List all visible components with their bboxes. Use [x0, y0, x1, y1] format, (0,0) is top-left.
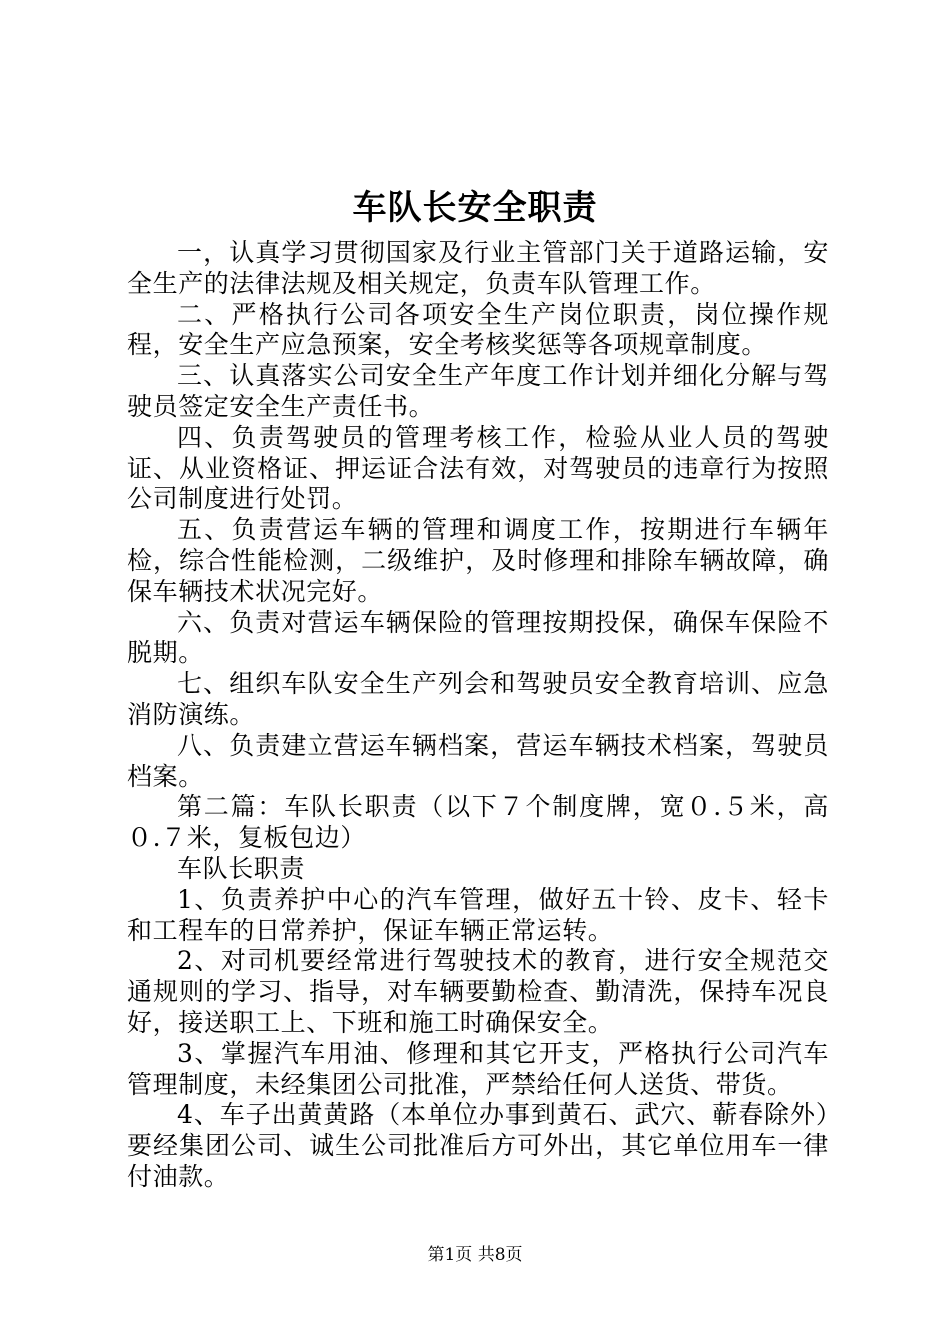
paragraph-item-2: 2、对司机要经常进行驾驶技术的教育，进行安全规范交通规则的学习、指导，对车辆要勤检查、勤清洗，保持车况良好，接送职工上、下班和施工时确保安全。 — [127, 946, 829, 1037]
paragraph-5: 五、负责营运车辆的管理和调度工作，按期进行车辆年检，综合性能检测，二级维护，及时修理和排除车辆故障，确保车辆技术状况完好。 — [127, 515, 829, 606]
paragraph-6: 六、负责对营运车辆保险的管理按期投保，确保车保险不脱期。 — [127, 607, 829, 668]
paragraph-2: 二、严格执行公司各项安全生产岗位职责，岗位操作规程，安全生产应急预案，安全考核奖惩等各项规章制度。 — [127, 299, 829, 360]
page-number: 第1页 — [427, 1245, 473, 1265]
paragraph-item-4: 4、车子出黄黄路（本单位办事到黄石、武穴、蕲春除外）要经集团公司、诚生公司批准后方可外出，其它单位用车一律付油款。 — [127, 1100, 829, 1191]
paragraph-7: 七、组织车队安全生产列会和驾驶员安全教育培训、应急消防演练。 — [127, 669, 829, 729]
paragraph-item-1: 1、负责养护中心的汽车管理，做好五十铃、皮卡、轻卡和工程车的日常养护，保证车辆正常运转。 — [127, 884, 829, 945]
paragraph-8: 八、负责建立营运车辆档案，营运车辆技术档案，驾驶员档案。 — [127, 730, 829, 791]
paragraph-3: 三、认真落实公司安全生产年度工作计划并细化分解与驾驶员签定安全生产责任书。 — [127, 361, 829, 421]
document-title: 车队长安全职责 — [352, 188, 598, 228]
section-subheading: 车队长职责 — [177, 853, 306, 883]
section-heading-part-two: 第二篇：车队长职责（以下７个制度牌，宽０.５米，高０.７米，复板包边） — [127, 792, 829, 853]
page-footer — [0, 1243, 950, 1267]
paragraph-1: 一，认真学习贯彻国家及行业主管部门关于道路运输，安全生产的法律法规及相关规定，负责车队管理工作。 — [127, 238, 829, 298]
document-body — [127, 238, 829, 1193]
paragraph-4: 四、负责驾驶员的管理考核工作，检验从业人员的驾驶证、从业资格证、押运证合法有效，对驾驶员的违章行为按照公司制度进行处罚。 — [127, 422, 829, 514]
page-total: 共8页 — [477, 1245, 523, 1265]
paragraph-item-3: 3、掌握汽车用油、修理和其它开支，严格执行公司汽车管理制度，未经集团公司批准，严禁给任何人送货、带货。 — [127, 1038, 829, 1099]
